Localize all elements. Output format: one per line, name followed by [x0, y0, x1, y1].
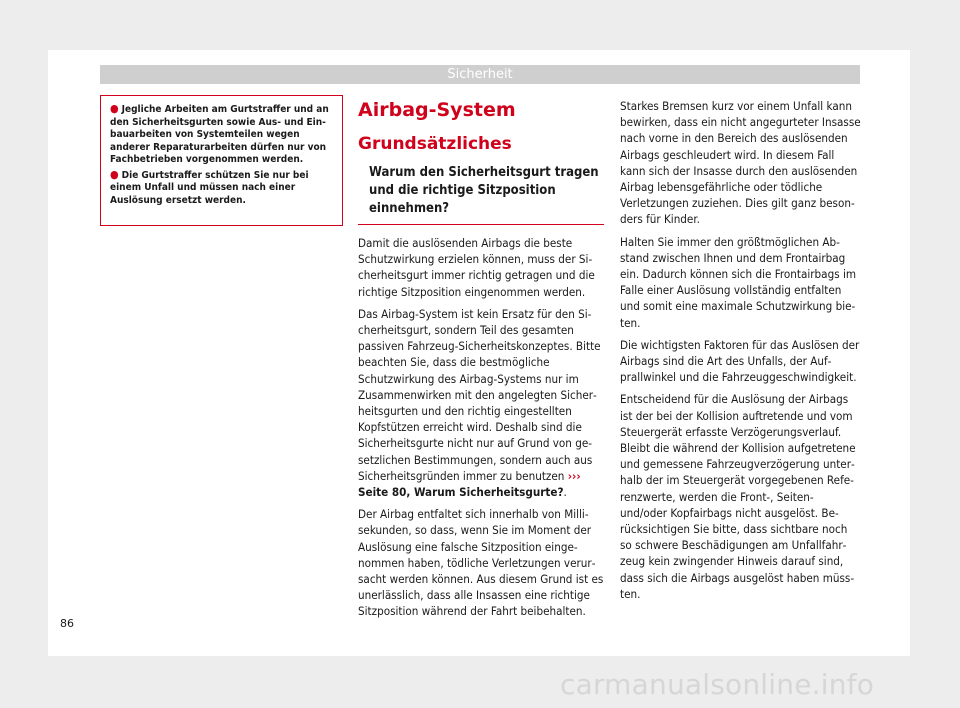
warning-box — [100, 95, 343, 226]
paragraph: Der Airbag entfaltet sich innerhalb von Millisekunden, so dass, wenn Sie im Moment der Auslösung eine falsche Sitzposition eingenommen haben, tödliche Verletzungen verursacht werden können. Aus diesem Grund ist es unerlässlich, dass alle Insassen eine richtige Sitzposition während der Fahrt beibehalten. — [358, 507, 604, 619]
bullet-icon: ● — [110, 167, 119, 181]
column-right — [620, 98, 862, 608]
warning-text-1: Jegliche Arbeiten am Gurtstraffer und an den Sicherheitsgurten sowie Aus- und Einbauarbeiten von Systemteilen wegen anderer Reparaturarbeiten dürfen nur von Fachbetrieben vorgenommen werden. — [110, 104, 329, 165]
paragraph: Entscheidend für die Auslösung der Airbags ist der bei der Kollision auftretende und vom Steuergerät erfasste Verzögerungsverlauf. Bleibt die während der Kollision aufgetretene und gemessene Fahrzeugverzögerung unterhalb der im Steuergerät vorgegebenen Referenzwerte, werden die Front-, Seiten- und/oder Kopfairbags nicht ausgelöst. Berücksichtigen Sie bitte, dass sichtbare noch so schwere Beschädigungen am Unfallfahrzeug kein zwingender Hinweis darauf sind, dass sich die Airbags ausgelöst haben müssten. — [620, 392, 856, 601]
warning-item — [110, 103, 338, 167]
question-heading: Warum den Sicherheitsgurt tragen und die richtige Sitzposition einnehmen? — [369, 165, 599, 216]
header-title: Sicherheit — [447, 67, 513, 82]
paragraph: Damit die auslösenden Airbags die beste Schutzwirkung erzielen können, muss der Sicherheitsgurt immer richtig getragen und die richtige Sitzposition eingenommen werden. — [358, 236, 595, 299]
warning-text-2: Die Gurtstraffer schützen Sie nur bei einem Unfall und müssen nach einer Auslösung ersetzt werden. — [110, 169, 309, 206]
page-header — [100, 65, 860, 84]
paragraph-text: Das Airbag-System ist kein Ersatz für den Sicherheitsgurt, sondern Teil des gesamten passiven Fahrzeug-Sicherheitskonzeptes. Bitte beachten Sie, dass die bestmögliche Schutzwirkung des Airbag-Systems nur im Zusammenwirken mit den angelegten Sicherheitsgurten und den richtig eingestellten Kopfstützen erreicht wird. Deshalb sind die Sicherheitsgurte nicht nur auf Grund von gesetzlichen Bestimmungen, sondern auch aus Sicherheitsgründen immer zu benutzen — [358, 306, 601, 483]
cross-reference-link[interactable]: Seite 80, Warum Sicherheitsgurte? — [358, 485, 564, 500]
bullet-icon: ● — [110, 102, 119, 115]
paragraph — [358, 306, 604, 500]
link-arrow-icon: ››› — [567, 468, 581, 483]
page-number: 86 — [60, 617, 74, 630]
column-middle — [358, 98, 604, 626]
warning-item — [110, 169, 338, 208]
paragraph: Starkes Bremsen kurz vor einem Unfall kann bewirken, dass ein nicht angegurteter Insasse nach vorne in den Bereich des auslösenden Airbags geschleudert wird. In diesem Fall kann sich der Insasse durch den auslösenden Airbag lebensgefährliche oder tödliche Verletzungen zuziehen. Dies gilt ganz besonders für Kinder. — [620, 99, 861, 227]
watermark-logo: carmanualsonline.info — [560, 668, 875, 701]
paragraph: Die wichtigsten Faktoren für das Auslösen der Airbags sind die Art des Unfalls, der Aufprallwinkel und die Fahrzeuggeschwindigkeit. — [620, 337, 860, 385]
paragraph: Halten Sie immer den größtmöglichen Abstand zwischen Ihnen und dem Frontairbag ein. Dadurch können sich die Frontairbags im Falle einer Auslösung vollständig entfalten und somit eine maximale Schutzwirkung bieten. — [620, 234, 857, 330]
question-heading-block — [358, 164, 604, 225]
paragraph-end: . — [563, 485, 567, 500]
section-subtitle: Grundsätzliches — [358, 134, 512, 154]
section-title: Airbag-System — [358, 99, 516, 121]
